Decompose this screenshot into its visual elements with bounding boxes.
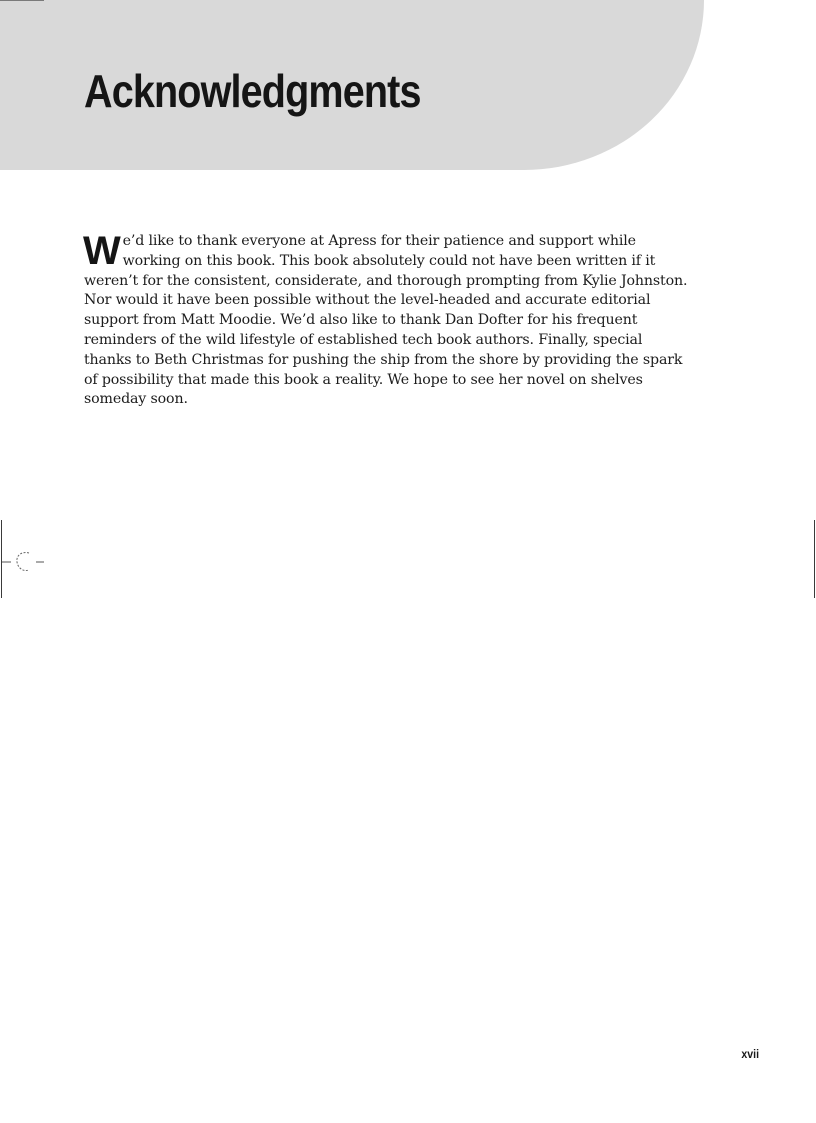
chapter-title: Acknowledgments — [84, 65, 421, 117]
corner-rule — [0, 0, 44, 1]
acknowledgments-paragraph — [83, 229, 692, 410]
drop-cap: W — [83, 229, 121, 273]
page-number: xvii — [741, 1047, 759, 1061]
paragraph-text: e’d like to thank everyone at Apress for their patience and support while working on this book. This book absolutely could not have been written if it weren’t for the consistent, considerate, and thorough prompting from Kylie Johnston. Nor would it have been possible without the level-headed and accurate editorial support from Matt Moodie. We’d also like to thank Dan Dofter for his frequent reminders of the wild lifestyle of established tech book authors. Finally, special thanks to Beth Christmas for pushing the ship from the shore by providing the spark of possibility that made this book a reality. We hope to see her novel on shelves someday soon. — [84, 233, 688, 408]
crop-registration-mark — [2, 548, 48, 576]
right-margin-line — [814, 520, 815, 598]
